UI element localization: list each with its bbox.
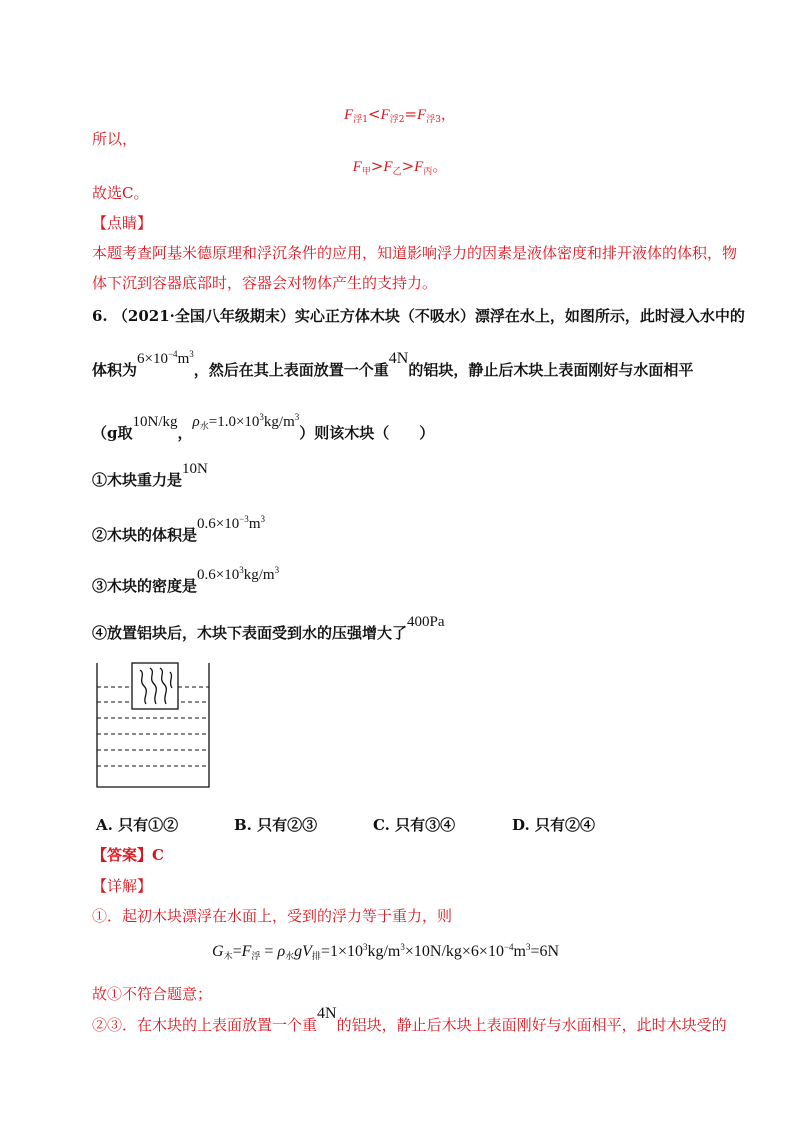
statement-3-label: ③木块的密度是 xyxy=(92,577,198,595)
so-line: 所以， xyxy=(92,130,138,148)
detail-step-2b: 的铝块，静止后木块上表面刚好与水面相平，此时木块受的 xyxy=(336,1016,727,1034)
comment-heading: 【点睛】 xyxy=(92,214,153,232)
option-a-text: 只有①② xyxy=(118,816,179,834)
statement-3-value: $0.6\times 10^3kg/m^3$ xyxy=(197,565,280,583)
option-d[interactable] xyxy=(512,815,595,835)
formula-line: $G_木=F_浮 = \rho_水gV_排=1\times 10^3kg/m^3\times 10N/kg\times 6\times 10^{-4}m^3=6N$ xyxy=(212,942,560,961)
buoyancy-relation: $F_{浮1}<F_{浮2}=F_{浮3}$， xyxy=(344,105,456,125)
option-c-text: 只有③④ xyxy=(395,816,456,834)
option-a-letter: A. xyxy=(96,816,113,834)
answer-line xyxy=(92,845,164,865)
option-c[interactable] xyxy=(373,815,455,835)
question-stem-2a: 体积为 xyxy=(92,361,138,379)
rho-value: $\rho_水=1.0\times 10^3kg/m^3$ xyxy=(192,412,300,431)
statement-4-label: ④放置铝块后，木块下表面受到水的压强增大了 xyxy=(92,624,408,642)
question-stem-3b: ）则该木块（ ） xyxy=(299,424,435,442)
answer-value: C xyxy=(152,846,164,864)
statement-1-value: 10N xyxy=(182,461,208,477)
question-line-2 xyxy=(92,349,694,381)
detail-step-2-weight: 4N xyxy=(317,1005,337,1022)
comment-line-2: 体下沉到容器底部时，容器会对物体产生的支持力。 xyxy=(92,274,438,292)
option-d-letter: D. xyxy=(512,816,530,834)
statement-2-value: $0.6\times 10^{-3}m^3$ xyxy=(197,514,265,532)
question-line-1 xyxy=(92,306,745,326)
option-b-text: 只有②③ xyxy=(257,816,318,834)
conclusion-1: 故①不符合题意； xyxy=(92,985,213,1003)
comment-line-1: 本题考查阿基米德原理和浮沉条件的应用，知道影响浮力的因素是液体密度和排开液体的体积，物 xyxy=(92,244,738,262)
statement-1-label: ①木块重力是 xyxy=(92,471,183,489)
g-value: 10N/kg xyxy=(132,414,178,430)
question-line-3: （g取10N/kg，$\rho_水=1.0\times 10^3kg/m^3$）则该木块（ ） xyxy=(92,412,435,442)
question-stem-3a: （g取 xyxy=(92,424,133,442)
container-diagram xyxy=(96,660,212,790)
question-stem-2c: 的铝块，静止后木块上表面刚好与水面相平 xyxy=(408,361,694,379)
question-stem-2b: ，然后在其上表面放置一个重 xyxy=(193,361,389,379)
detail-step-2a: ②③．在木块的上表面放置一个重 xyxy=(92,1016,318,1034)
question-stem-1: （2021·全国八年级期末）实心正方体木块（不吸水）漂浮在水上，如图所示，此时浸入水中的 xyxy=(112,307,745,325)
detail-step-2 xyxy=(92,1005,727,1036)
force-relation: $F_甲>F_乙>F_丙$。 xyxy=(352,157,448,177)
statement-2-label: ②木块的体积是 xyxy=(92,526,198,544)
statement-2 xyxy=(92,514,265,546)
statement-4-value: 400Pa xyxy=(407,614,445,630)
answer-label: 【答案】 xyxy=(92,846,153,864)
detail-step-1: ①．起初木块漂浮在水面上，受到的浮力等于重力，则 xyxy=(92,907,453,925)
weight-value: 4N xyxy=(388,350,409,367)
question-number: 6. xyxy=(92,307,108,325)
option-b-letter: B. xyxy=(234,816,252,834)
detail-heading: 【详解】 xyxy=(92,877,153,895)
option-b[interactable] xyxy=(234,815,317,835)
volume-value: $6\times 10^{-4}m^3$ xyxy=(137,349,194,367)
statement-4 xyxy=(92,614,445,644)
choice-line: 故选C。 xyxy=(92,184,149,202)
statement-3 xyxy=(92,565,280,597)
option-c-letter: C. xyxy=(373,816,390,834)
option-a[interactable] xyxy=(96,815,178,835)
option-d-text: 只有②④ xyxy=(534,816,595,834)
statement-1 xyxy=(92,461,208,491)
